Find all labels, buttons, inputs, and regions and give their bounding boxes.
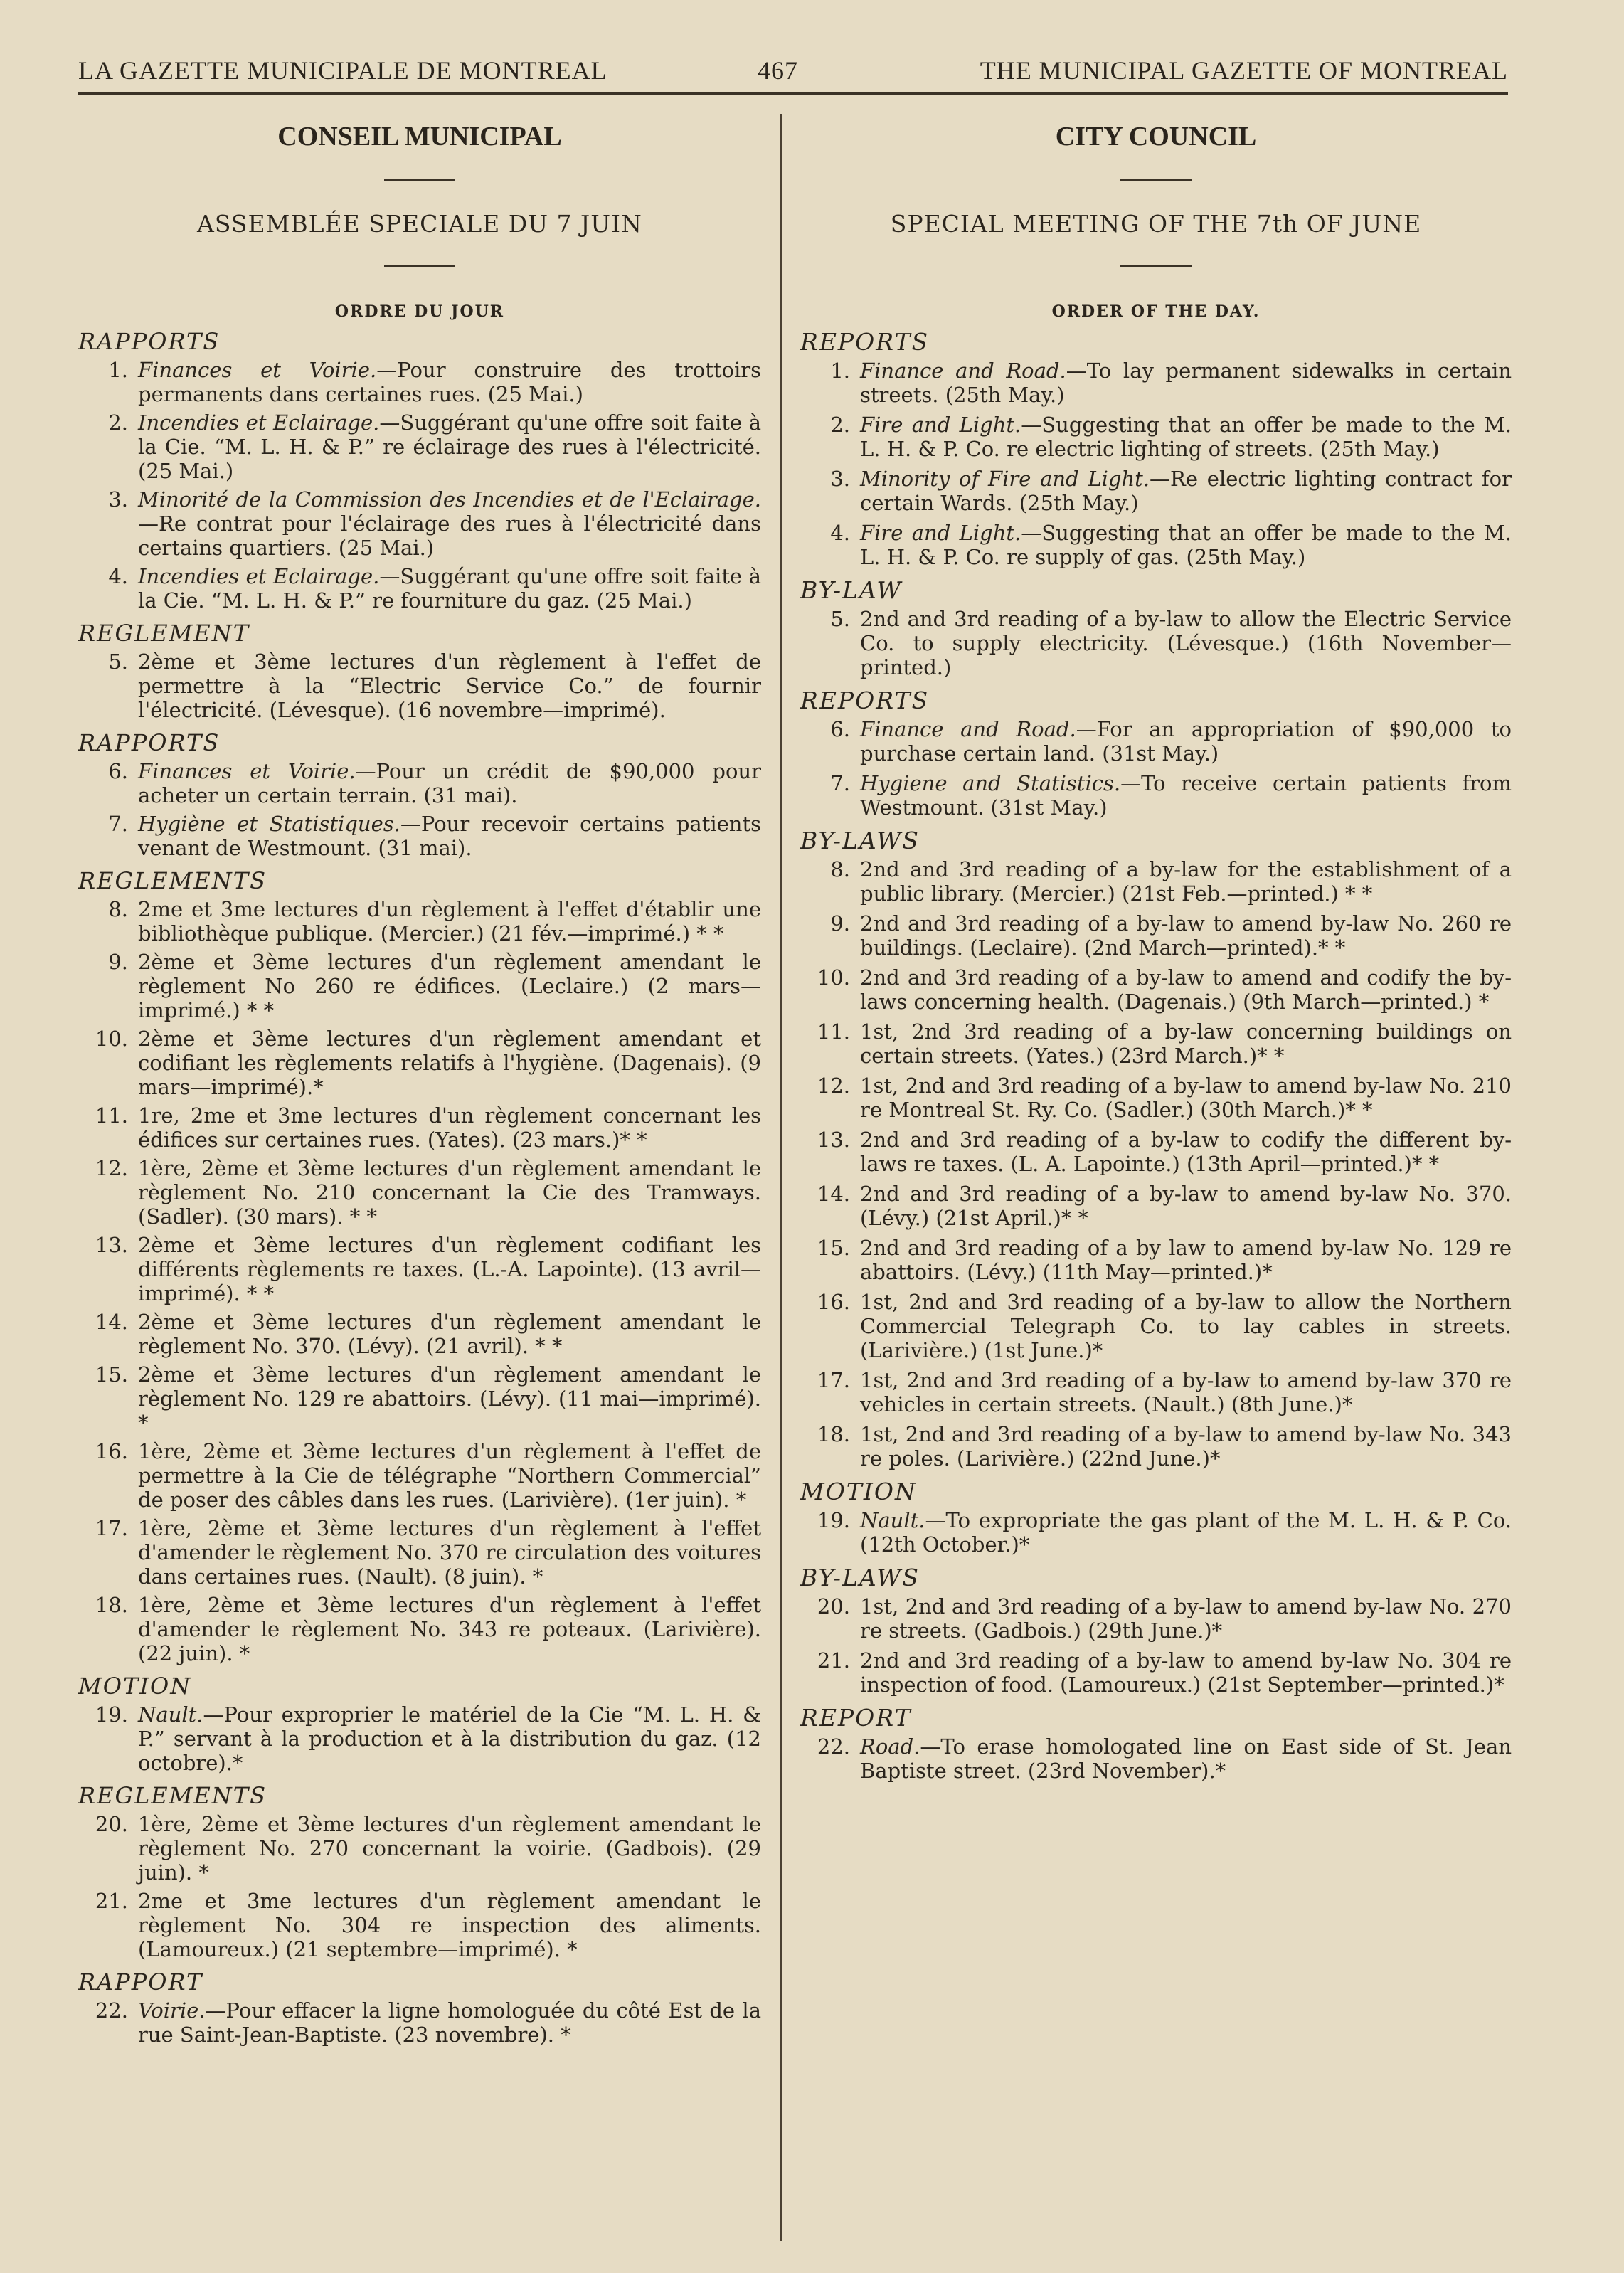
item-body: 2ème et 3ème lectures d'un règlement amendant le règlement No. 129 re abattoirs. (Lévy). (11 mai—imprimé). * (138, 1362, 761, 1435)
item-text (860, 1019, 1512, 1068)
item-body: —Re contrat pour l'éclairage des rues à l'électricité dans certains quartiers. (25 Mai.) (138, 512, 761, 560)
item-number: 13. (817, 1128, 850, 1152)
item-number: 1. (108, 358, 128, 382)
item-body: —Re electric lighting contract for certain Wards. (25th May.) (860, 467, 1512, 515)
item-body: 2ème et 3ème lectures d'un règlement amendant le règlement No. 370. (Lévy). (21 avril). * * (138, 1310, 761, 1358)
item-body: 2me et 3me lectures d'un règlement à l'effet d'établir une bibliothèque publique. (Mercier.) (21 fév.—imprimé.) * * (138, 897, 761, 945)
item-number: 2. (108, 410, 128, 435)
section-heading: RAPPORTS (78, 328, 221, 355)
item-text (138, 1812, 761, 1885)
item-number: 9. (830, 911, 850, 936)
item-text (860, 1648, 1512, 1697)
item-text (860, 1290, 1512, 1362)
french-subtitle: ASSEMBLÉE SPECIALE DU 7 JUIN (197, 210, 642, 238)
agenda-item (800, 467, 1512, 515)
agenda-item (800, 1648, 1512, 1697)
item-body: 1re, 2me et 3me lectures d'un règlement concernant les édifices sur certaines rues. (Yates). (23 mars.)* * (138, 1103, 761, 1152)
section-heading: REGLEMENTS (78, 867, 267, 894)
item-lead: Finances et Voirie. (138, 759, 356, 783)
item-text (860, 521, 1512, 569)
item-body: 2nd and 3rd reading of a by-law to amend by-law No. 304 re inspection of food. (Lamoureux.) (21st September—printed.)* (860, 1648, 1512, 1697)
item-text (860, 1734, 1512, 1783)
agenda-item (78, 1027, 761, 1099)
item-number: 8. (830, 857, 850, 881)
item-number: 18. (817, 1422, 850, 1446)
item-text (138, 1439, 761, 1512)
item-number: 19. (817, 1508, 850, 1532)
item-body: —Pour construire des trottoirs permanents dans certaines rues. (25 Mai.) (138, 358, 761, 406)
item-body: 1st, 2nd and 3rd reading of a by-law to amend by-law No. 343 re poles. (Larivière.) (22nd June.)* (860, 1422, 1512, 1471)
item-text (138, 564, 761, 613)
section-heading: REGLEMENT (78, 620, 250, 647)
agenda-item (78, 1233, 761, 1305)
item-number: 20. (817, 1594, 850, 1618)
item-lead: Hygiene and Statistics. (860, 771, 1121, 795)
item-body: —To erase homologated line on East side of St. Jean Baptiste street. (23rd November).* (860, 1734, 1512, 1783)
french-column-title: CONSEIL MUNICIPAL (277, 122, 562, 152)
agenda-item (78, 650, 761, 722)
item-lead: Minorité de la Commission des Incendies et de l'Eclairage. (138, 487, 761, 512)
agenda-item (78, 1812, 761, 1885)
item-text (138, 759, 761, 807)
agenda-item (800, 1019, 1512, 1068)
item-text (860, 771, 1512, 820)
item-text (138, 1103, 761, 1152)
item-lead: Incendies et Eclairage. (138, 564, 380, 588)
agenda-item (78, 1702, 761, 1775)
item-text (860, 413, 1512, 461)
item-text (138, 1702, 761, 1775)
item-text (138, 1156, 761, 1229)
item-number: 8. (108, 897, 128, 921)
item-text (138, 1310, 761, 1358)
item-text (860, 359, 1512, 407)
agenda-item (800, 413, 1512, 461)
item-number: 4. (830, 521, 850, 545)
item-body: 2ème et 3ème lectures d'un règlement codifiant les différents règlements re taxes. (L.-A. Lapointe). (13 avril—imprimé). * * (138, 1233, 761, 1305)
agenda-item (800, 521, 1512, 569)
item-text (860, 1368, 1512, 1416)
section-heading: BY-LAWS (800, 827, 920, 854)
item-text (138, 1233, 761, 1305)
english-column (800, 121, 1512, 1789)
item-text (860, 857, 1512, 906)
item-text (860, 717, 1512, 765)
section-heading: REPORTS (800, 328, 930, 356)
item-lead: Finance and Road. (860, 717, 1076, 741)
item-number: 17. (817, 1368, 850, 1392)
item-lead: Fire and Light. (860, 521, 1021, 545)
item-text (860, 607, 1512, 679)
item-body: —Suggérant qu'une offre soit faite à la Cie. “M. L. H. & P.” re fourniture du gaz. (25 Mai.) (138, 564, 761, 613)
item-number: 3. (108, 487, 128, 512)
agenda-item (78, 358, 761, 406)
item-text (138, 1998, 761, 2047)
item-body: —Pour effacer la ligne homologuée du côté Est de la rue Saint-Jean-Baptiste. (23 novembre). * (138, 1998, 761, 2047)
item-body: 2me et 3me lectures d'un règlement amendant le règlement No. 304 re inspection des aliments. (Lamoureux.) (21 septembre—imprimé). * (138, 1889, 761, 1961)
english-subtitle: SPECIAL MEETING OF THE 7th OF JUNE (890, 210, 1422, 238)
item-number: 14. (95, 1310, 128, 1334)
item-number: 4. (108, 564, 128, 588)
agenda-item (800, 607, 1512, 679)
item-text (860, 1074, 1512, 1122)
agenda-item (800, 1074, 1512, 1122)
item-number: 10. (817, 965, 850, 990)
item-number: 7. (108, 812, 128, 836)
item-number: 17. (95, 1516, 128, 1540)
item-body: 1ère, 2ème et 3ème lectures d'un règlement à l'effet d'amender le règlement No. 343 re poteaux. (Larivière). (22 juin). * (138, 1593, 761, 1665)
item-body: 1st, 2nd and 3rd reading of a by-law to amend by-law 370 re vehicles in certain streets. (Nault.) (8th June.)* (860, 1368, 1512, 1416)
item-text (138, 410, 761, 483)
agenda-item (78, 1593, 761, 1665)
item-number: 22. (817, 1734, 850, 1759)
item-body: 1st, 2nd 3rd reading of a by-law concerning buildings on certain streets. (Yates.) (23rd March.)* * (860, 1019, 1512, 1068)
agenda-item (800, 1734, 1512, 1783)
french-agenda (78, 328, 761, 2047)
item-body: 1ère, 2ème et 3ème lectures d'un règlement à l'effet d'amender le règlement No. 370 re circulation des voitures dans certaines rues. (Nault). (8 juin). * (138, 1516, 761, 1589)
english-agenda (800, 328, 1512, 1783)
item-text (860, 1422, 1512, 1471)
title-rule (1120, 179, 1192, 181)
agenda-item (800, 1182, 1512, 1230)
item-text (138, 487, 761, 560)
item-number: 9. (108, 950, 128, 974)
agenda-item (78, 1516, 761, 1589)
header-right-title: THE MUNICIPAL GAZETTE OF MONTREAL (980, 56, 1508, 85)
agenda-item (800, 1128, 1512, 1176)
item-body: 2nd and 3rd reading of a by law to amend by-law No. 129 re abattoirs. (Lévy.) (11th May—printed.)* (860, 1236, 1512, 1284)
item-text (860, 1128, 1512, 1176)
agenda-item (800, 771, 1512, 820)
item-body: 1st, 2nd and 3rd reading of a by-law to amend by-law No. 210 re Montreal St. Ry. Co. (Sadler.) (30th March.)* * (860, 1074, 1512, 1122)
item-number: 22. (95, 1998, 128, 2023)
agenda-item (800, 1290, 1512, 1362)
title-rule (384, 179, 455, 181)
item-body: 1st, 2nd and 3rd reading of a by-law to allow the Northern Commercial Telegraph Co. to lay cables in streets. (Larivière.) (1st June.)* (860, 1290, 1512, 1362)
agenda-item (78, 1103, 761, 1152)
item-body: 2nd and 3rd reading of a by-law for the establishment of a public library. (Mercier.) (21st Feb.—printed.) * * (860, 857, 1512, 906)
agenda-item (78, 410, 761, 483)
item-text (138, 358, 761, 406)
item-text (138, 812, 761, 860)
item-body: 2nd and 3rd reading of a by-law to codify the different by-laws re taxes. (L. A. Lapointe.) (13th April—printed.)* * (860, 1128, 1512, 1176)
column-divider (780, 114, 782, 2241)
header-left-title: LA GAZETTE MUNICIPALE DE MONTREAL (78, 56, 607, 85)
item-number: 13. (95, 1233, 128, 1257)
item-text (860, 1508, 1512, 1557)
item-body: 1st, 2nd and 3rd reading of a by-law to amend by-law No. 270 re streets. (Gadbois.) (29th June.)* (860, 1594, 1512, 1643)
section-heading: BY-LAW (800, 576, 903, 604)
french-order-of-day: ORDRE DU JOUR (334, 302, 505, 321)
item-lead: Fire and Light. (860, 413, 1021, 437)
item-body: —To expropriate the gas plant of the M. L. H. & P. Co. (12th October.)* (860, 1508, 1512, 1557)
item-lead: Finances et Voirie. (138, 358, 377, 382)
item-number: 21. (95, 1889, 128, 1913)
item-text (138, 650, 761, 722)
agenda-item (78, 759, 761, 807)
item-body: —Pour exproprier le matériel de la Cie “M. L. H. & P.” servant à la production et à la distribution du gaz. (12 octobre).* (138, 1702, 761, 1775)
agenda-item (78, 1156, 761, 1229)
item-number: 7. (830, 771, 850, 795)
item-lead: Hygiène et Statistiques. (138, 812, 400, 836)
section-heading: REGLEMENTS (78, 1782, 267, 1809)
item-text (138, 1362, 761, 1435)
agenda-item (800, 1508, 1512, 1557)
subtitle-rule (1120, 265, 1192, 267)
item-body: 1ère, 2ème et 3ème lectures d'un règlement amendant le règlement No. 270 concernant la voirie. (Gadbois). (29 juin). * (138, 1812, 761, 1885)
subtitle-rule (384, 265, 455, 267)
item-lead: Finance and Road. (860, 359, 1066, 383)
item-number: 5. (830, 607, 850, 631)
item-body: 2ème et 3ème lectures d'un règlement à l'effet de permettre à la “Electric Service Co.” de fournir l'électricité. (Lévesque). (16 novembre—imprimé). (138, 650, 761, 722)
item-number: 6. (108, 759, 128, 783)
section-heading: RAPPORTS (78, 729, 221, 756)
item-text (860, 467, 1512, 515)
section-heading: REPORTS (800, 687, 930, 714)
item-body: 2nd and 3rd reading of a by-law to amend by-law No. 370. (Lévy.) (21st April.)* * (860, 1182, 1512, 1230)
item-number: 12. (817, 1074, 850, 1098)
agenda-item (800, 1368, 1512, 1416)
item-number: 2. (830, 413, 850, 437)
item-text (138, 1593, 761, 1665)
item-body: —Pour recevoir certains patients venant de Westmount. (31 mai). (138, 812, 761, 860)
agenda-item (78, 1362, 761, 1435)
item-text (138, 950, 761, 1022)
item-text (860, 1594, 1512, 1643)
item-body: 2nd and 3rd reading of a by-law to allow the Electric Service Co. to supply electricity. (Lévesque.) (16th November—printed.) (860, 607, 1512, 679)
agenda-item (800, 911, 1512, 960)
item-number: 18. (95, 1593, 128, 1617)
running-header (78, 50, 1508, 85)
agenda-item (78, 564, 761, 613)
page-number: 467 (758, 56, 798, 85)
item-text (860, 1182, 1512, 1230)
item-body: 2ème et 3ème lectures d'un règlement amendant le règlement No 260 re édifices. (Leclaire.) (2 mars—imprimé.) * * (138, 950, 761, 1022)
item-number: 15. (817, 1236, 850, 1260)
header-rule (78, 92, 1508, 95)
item-number: 16. (95, 1439, 128, 1463)
item-number: 3. (830, 467, 850, 491)
agenda-item (800, 359, 1512, 407)
item-number: 6. (830, 717, 850, 741)
agenda-item (800, 1422, 1512, 1471)
item-number: 11. (95, 1103, 128, 1128)
agenda-item (78, 487, 761, 560)
item-text (138, 1889, 761, 1961)
item-lead: Voirie. (138, 1998, 206, 2023)
section-heading: MOTION (800, 1478, 917, 1505)
item-body: —For an appropriation of $90,000 to purchase certain land. (31st May.) (860, 717, 1512, 765)
item-lead: Nault. (860, 1508, 925, 1532)
agenda-item (78, 1998, 761, 2047)
item-body: 2ème et 3ème lectures d'un règlement amendant et codifiant les règlements relatifs à l'hygiène. (Dagenais). (9 mars—imprimé).* (138, 1027, 761, 1099)
item-number: 14. (817, 1182, 850, 1206)
item-text (860, 911, 1512, 960)
agenda-item (800, 857, 1512, 906)
agenda-item (78, 950, 761, 1022)
item-body: —Suggérant qu'une offre soit faite à la Cie. “M. L. H. & P.” re éclairage des rues à l'électricité. (25 Mai.) (138, 410, 761, 483)
agenda-item (78, 812, 761, 860)
item-lead: Road. (860, 1734, 920, 1759)
english-column-title: CITY COUNCIL (1055, 122, 1257, 152)
item-number: 10. (95, 1027, 128, 1051)
agenda-item (800, 1594, 1512, 1643)
agenda-item (800, 965, 1512, 1014)
agenda-item (800, 1236, 1512, 1284)
item-number: 21. (817, 1648, 850, 1673)
item-text (138, 897, 761, 945)
item-text (860, 1236, 1512, 1284)
item-body: —Pour un crédit de $90,000 pour acheter un certain terrain. (31 mai). (138, 759, 761, 807)
item-body: —Suggesting that an offer be made to the M. L. H. & P. Co. re electric lighting of streets. (25th May.) (860, 413, 1512, 461)
item-body: —To lay permanent sidewalks in certain streets. (25th May.) (860, 359, 1512, 407)
item-number: 11. (817, 1019, 850, 1044)
item-body: —To receive certain patients from Westmount. (31st May.) (860, 771, 1512, 820)
item-body: —Suggesting that an offer be made to the M. L. H. & P. Co. re supply of gas. (25th May.) (860, 521, 1512, 569)
section-heading: REPORT (800, 1704, 912, 1732)
french-column (78, 121, 761, 2051)
item-body: 2nd and 3rd reading of a by-law to amend by-law No. 260 re buildings. (Leclaire). (2nd March—printed).* * (860, 911, 1512, 960)
item-body: 1ère, 2ème et 3ème lectures d'un règlement à l'effet de permettre à la Cie de télégraphe “Northern Commercial” de poser des câbles dans les rues. (Larivière). (1er juin). * (138, 1439, 761, 1512)
section-heading: BY-LAWS (800, 1564, 920, 1591)
item-number: 16. (817, 1290, 850, 1314)
agenda-item (78, 1310, 761, 1358)
item-body: 2nd and 3rd reading of a by-law to amend and codify the by-laws concerning health. (Dagenais.) (9th March—printed.) * (860, 965, 1512, 1014)
item-lead: Minority of Fire and Light. (860, 467, 1150, 491)
item-lead: Incendies et Eclairage. (138, 410, 380, 435)
item-number: 19. (95, 1702, 128, 1727)
section-heading: MOTION (78, 1673, 192, 1700)
item-number: 12. (95, 1156, 128, 1180)
item-number: 5. (108, 650, 128, 674)
item-text (860, 965, 1512, 1014)
item-body: 1ère, 2ème et 3ème lectures d'un règlement amendant le règlement No. 210 concernant la Cie des Tramways. (Sadler). (30 mars). * * (138, 1156, 761, 1229)
english-order-of-day: ORDER OF THE DAY. (1051, 302, 1261, 321)
section-heading: RAPPORT (78, 1969, 203, 1996)
item-number: 1. (830, 359, 850, 383)
item-number: 20. (95, 1812, 128, 1836)
item-lead: Nault. (138, 1702, 203, 1727)
item-number: 15. (95, 1362, 128, 1387)
item-text (138, 1516, 761, 1589)
agenda-item (78, 897, 761, 945)
agenda-item (800, 717, 1512, 765)
agenda-item (78, 1439, 761, 1512)
item-text (138, 1027, 761, 1099)
agenda-item (78, 1889, 761, 1961)
